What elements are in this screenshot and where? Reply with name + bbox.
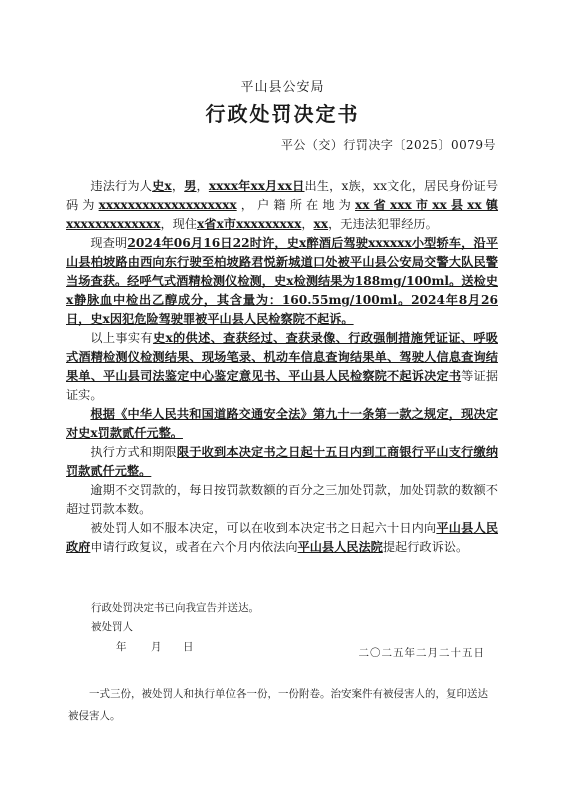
text-segment: 申请行政复议，或者在六个月内依法向 xyxy=(90,540,298,554)
date-month-label: 月 xyxy=(151,641,162,653)
document-title: 行政处罚决定书 xyxy=(205,102,360,126)
offender-hukou: xx省xxx市xx县xx镇xxxxxxxxxxxxx xyxy=(66,198,499,231)
offender-id-number: xxxxxxxxxxxxxxxxxxx xyxy=(98,198,237,212)
service-notice: 行政处罚决定书已向我宣告并送达。 xyxy=(91,602,259,614)
text-segment: ， xyxy=(196,179,209,193)
text-segment: ，现住 xyxy=(160,217,198,231)
text-segment: ， xyxy=(301,217,314,231)
offender-birthdate: xxxx年xx月xx日 xyxy=(208,179,305,193)
document-number: 平公（交）行罚决字〔2025〕0079号 xyxy=(280,138,496,152)
issue-date: 二〇二五年二月二十五日 xyxy=(358,647,485,659)
offender-info-paragraph xyxy=(66,177,498,234)
date-year-label: 年 xyxy=(116,641,127,653)
offender-address: x省x市xxxxxxxxx xyxy=(197,217,302,231)
penalty-decision: 根据《中华人民共和国道路交通安全法》第九十一条第一款之规定，现决定对史x罚款贰仟元整。 xyxy=(66,407,498,440)
date-day-label: 日 xyxy=(183,641,194,653)
payment-terms: 限于收到本决定书之日起十五日内到工商银行平山支行缴纳罚款贰仟元整。 xyxy=(66,445,499,478)
late-fee-paragraph xyxy=(66,481,498,519)
text-segment: 逾期不交罚款的，每日按罚款数额的百分之三加处罚款，加处罚款的数额不超过罚款本数。 xyxy=(66,483,498,516)
appeal-paragraph xyxy=(66,519,498,557)
text-segment: 现查明 xyxy=(90,236,128,250)
text-segment: ，户籍所在地为 xyxy=(236,198,355,212)
text-segment: 提起行政诉讼。 xyxy=(382,540,469,554)
review-authority: 平山县人民政府 xyxy=(66,521,499,554)
text-segment: ， xyxy=(171,179,185,193)
legal-basis-paragraph xyxy=(66,405,498,443)
signer-label: 被处罚人 xyxy=(91,621,133,633)
text-segment: ，无违法犯罪经历。 xyxy=(328,217,438,231)
text-segment: 被处罚人如不服本决定，可以在收到本决定书之日起六十日内向 xyxy=(90,521,437,535)
execution-paragraph xyxy=(66,443,498,481)
issuing-agency: 平山县公安局 xyxy=(240,80,325,95)
text-segment: 以上事实有 xyxy=(90,331,153,345)
text-segment: 等证据证实。 xyxy=(66,369,499,402)
copies-note: 一式三份，被处罚人和执行单位各一份，一份附卷。治安案件有被侵害人的，复印送达被侵害人。 xyxy=(68,688,488,722)
text-segment: 违法行为人 xyxy=(90,179,153,193)
offender-address-detail: xx xyxy=(313,217,329,231)
text-segment: 出生，x族，xx文化，居民身份证号码为 xyxy=(66,179,499,212)
facts-paragraph xyxy=(66,234,498,329)
decision-body xyxy=(66,177,498,557)
text-segment: 执行方式和期限 xyxy=(90,445,177,459)
offender-gender: 男 xyxy=(184,179,197,193)
evidence-list: 史x的供述、查获经过、查获录像、行政强制措施凭证证、呼吸式酒精检测仪检测结果、现场笔录、机动车信息查询结果单、驾驶人信息查询结果单、平山县司法鉴定中心鉴定意见书、平山县人民检察院不起诉决定书 xyxy=(66,331,498,383)
court-name: 平山县人民法院 xyxy=(297,540,383,554)
case-facts: 2024年06月16日22时许，史x醉酒后驾驶xxxxxx小型轿车，沿平山县柏坡路由西向东行驶至柏坡路君悦新城道口处被平山县公安局交警大队民警当场查获。经呼气式酒精检测仪检测，史x检测结果为188mg/100ml。送检史x静脉血中检出乙醇成分，其含量为：160.55mg/100ml。2024年8月26日，史x因犯危险驾驶罪被平山县人民检察院不起诉。 xyxy=(66,236,499,326)
offender-name: 史x xyxy=(152,179,172,193)
evidence-paragraph xyxy=(66,329,498,405)
